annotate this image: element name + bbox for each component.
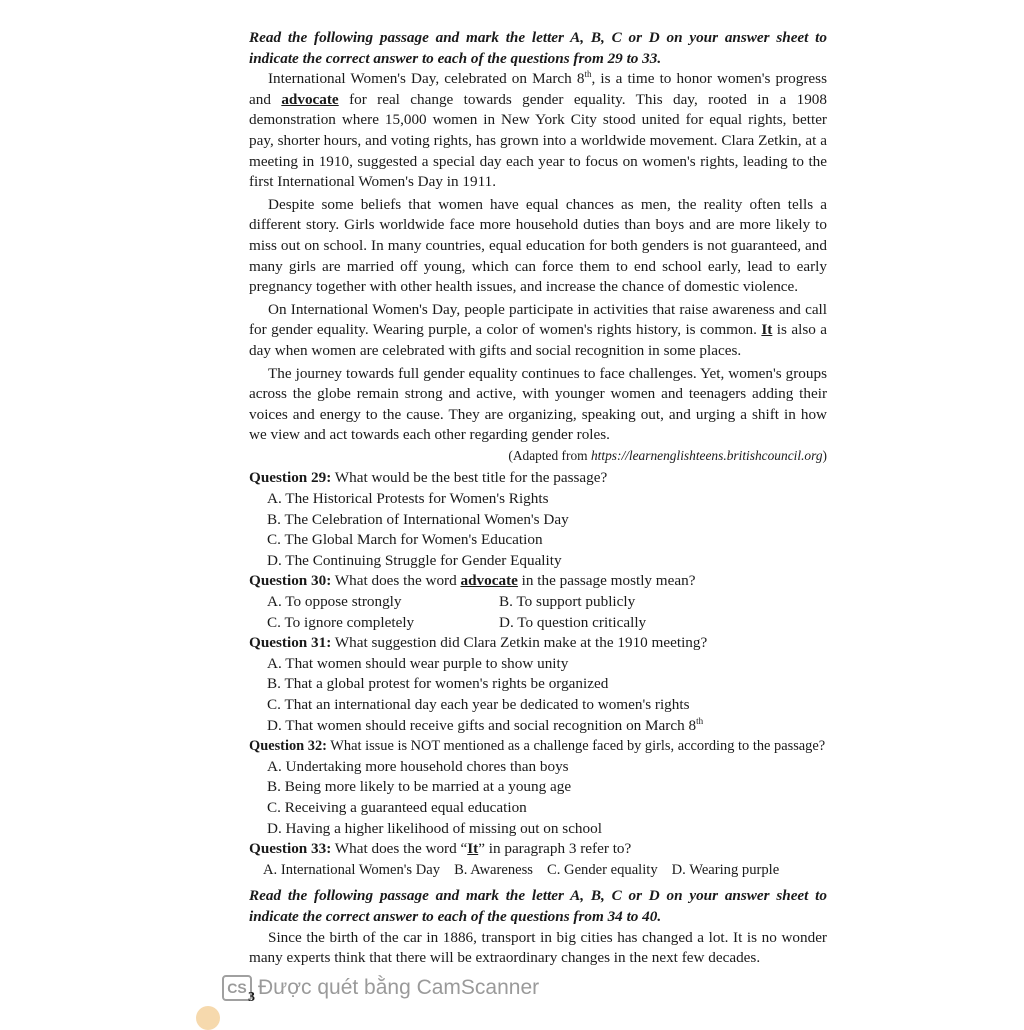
option-31-a: A. That women should wear purple to show unity (267, 654, 569, 672)
camscanner-icon: CS (222, 975, 252, 1001)
page-corner-decoration (196, 1006, 220, 1030)
option-30-b: B. To support publicly (499, 593, 636, 611)
worksheet-page (249, 28, 827, 969)
passage-transport (249, 928, 827, 969)
paragraph-1: International Women's Day, celebrated on March 8th, is a time to honor women's progress and advocate for real change towards gender equality. This day, rooted in a 1908 demonstration where 15,000 women in New York City stood united for equal rights, better pay, shorter hours, and voting rights, has grown into a worldwide movement. Clara Zetkin, at a meeting in 1910, suggested a special day each year to focus on women's rights, leading to the first International Women's Day in 1911. (249, 69, 827, 191)
paragraph-transport-1: Since the birth of the car in 1886, transport in big cities has changed a lot. It is no wonder many experts think that there will be extraordinary changes in the next few decades. (249, 928, 827, 967)
instructions-34-40: Read the following passage and mark the letter A, B, C or D on your answer sheet to indicate the correct answer to each of the questions from 34 to 40. (249, 887, 827, 925)
question-29: Question 29: What would be the best title for the passage? A. The Historical Protests for Women's Rights B. The Celebration of International Women's Day C. The Global March for Women's Education D. The Continuing Struggle for Gender Equality (249, 468, 827, 571)
option-32-a: A. Undertaking more household chores than boys (267, 757, 569, 775)
question-33: Question 33: What does the word “It” in paragraph 3 refer to? A. International Women's Day B. Awareness C. Gender equality D. Wearing purple (249, 839, 827, 880)
option-33-b: B. Awareness (454, 861, 533, 878)
question-30: Question 30: What does the word advocate in the passage mostly mean? A. To oppose strongly B. To support publicly C. To ignore completely D. To question critically (249, 571, 827, 633)
camscanner-text: Được quét bằng CamScanner (258, 976, 540, 999)
option-32-d: D. Having a higher likelihood of missing out on school (267, 819, 602, 837)
option-31-c: C. That an international day each year be dedicated to women's rights (267, 696, 690, 713)
option-30-c: C. To ignore completely (267, 613, 415, 631)
option-32-c: C. Receiving a guaranteed equal education (267, 798, 527, 816)
option-33-c: C. Gender equality (547, 861, 658, 878)
option-33-a: A. International Women's Day (263, 861, 441, 878)
option-29-a: A. The Historical Protests for Women's Rights (267, 490, 549, 508)
question-31: Question 31: What suggestion did Clara Zetkin make at the 1910 meeting? A. That women should wear purple to show unity B. That a global protest for women's rights be organized C. That an international day each year be dedicated to women's rights D. That women should receive gifts and social recognition on March 8th (249, 633, 827, 736)
source-citation: (Adapted from https://learnenglishteens.britishcouncil.org) (508, 447, 827, 463)
option-29-b: B. The Celebration of International Women's Day (267, 510, 569, 528)
passage-womens-day (249, 69, 827, 446)
paragraph-4: The journey towards full gender equality continues to face challenges. Yet, women's groups across the globe remain strong and active, with younger women and teenagers adding their voices and energy to the cause. They are organizing, speaking out, and urging a shift in how we view and act towards each other regarding gender roles. (249, 364, 827, 444)
option-30-a: A. To oppose strongly (267, 593, 402, 611)
underlined-word-advocate: advocate (281, 90, 339, 108)
page-number: 3 (248, 990, 255, 1005)
underlined-word-it: It (761, 321, 773, 339)
option-29-d: D. The Continuing Struggle for Gender Equality (267, 551, 562, 569)
instructions-29-33: Read the following passage and mark the letter A, B, C or D on your answer sheet to indicate the correct answer to each of the questions from 29 to 33. (249, 29, 827, 67)
option-29-c: C. The Global March for Women's Education (267, 531, 543, 549)
question-32: Question 32: What issue is NOT mentioned as a challenge faced by girls, according to the passage? A. Undertaking more household chores than boys B. Being more likely to be married at a young age C. Receiving a guaranteed equal education D. Having a higher likelihood of missing out on school (249, 736, 827, 839)
option-31-d: D. That women should receive gifts and social recognition on March 8th (267, 715, 704, 734)
option-32-b: B. Being more likely to be married at a young age (267, 778, 572, 796)
camscanner-watermark (222, 975, 539, 1001)
option-30-d: D. To question critically (499, 613, 647, 631)
paragraph-2: Despite some beliefs that women have equal chances as men, the reality often tells a different story. Girls worldwide face more household duties than boys and are more likely to miss out on school. In many countries, equal education for both genders is not guaranteed, and many girls are married off young, which can force them to end school early, lead to early pregnancy together with other health issues, and increase the chance of domestic violence. (249, 195, 827, 296)
option-31-b: B. That a global protest for women's rights be organized (267, 675, 609, 693)
paragraph-3: On International Women's Day, people participate in activities that raise awareness and call for gender equality. Wearing purple, a color of women's rights history, is common. It is also a day when women are celebrated with gifts and social recognition in some places. (249, 300, 827, 359)
option-33-d: D. Wearing purple (671, 861, 780, 878)
